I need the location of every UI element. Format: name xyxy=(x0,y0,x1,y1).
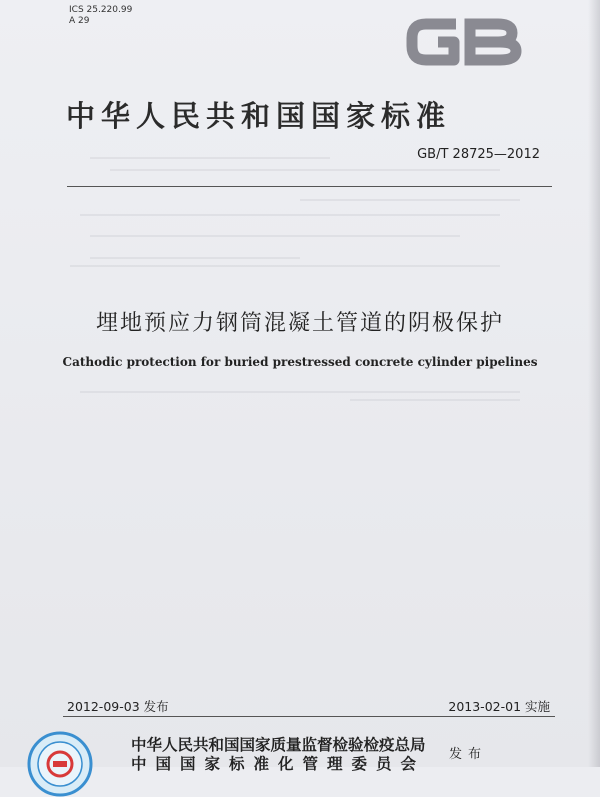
footer-divider xyxy=(63,716,555,717)
aqsiq-seal-icon xyxy=(27,731,93,797)
document-title-chinese: 埋地预应力钢筒混凝土管道的阴极保护 xyxy=(95,311,504,336)
issuer-sac: 中国国家标准化管理委员会 xyxy=(131,754,426,773)
standard-number: GB/T 28725—2012 xyxy=(417,147,540,162)
issue-date: 2012-09-03 发布 xyxy=(67,699,169,714)
gb-logo-icon xyxy=(404,12,522,72)
publish-label: 发布 xyxy=(449,747,488,762)
implementation-date: 2013-02-01 实施 xyxy=(448,699,550,714)
standard-type-heading: 中华人民共和国国家标准 xyxy=(66,99,452,133)
issuer-aqsiq: 中华人民共和国国家质量监督检验检疫总局 xyxy=(131,735,426,754)
page-edge-shadow xyxy=(588,0,600,767)
ccs-code: A 29 xyxy=(69,16,90,26)
document-title-english: Cathodic protection for buried prestressed concrete cylinder pipelines xyxy=(62,355,538,369)
ics-code: ICS 25.220.99 xyxy=(69,5,133,15)
header-divider xyxy=(67,186,552,187)
